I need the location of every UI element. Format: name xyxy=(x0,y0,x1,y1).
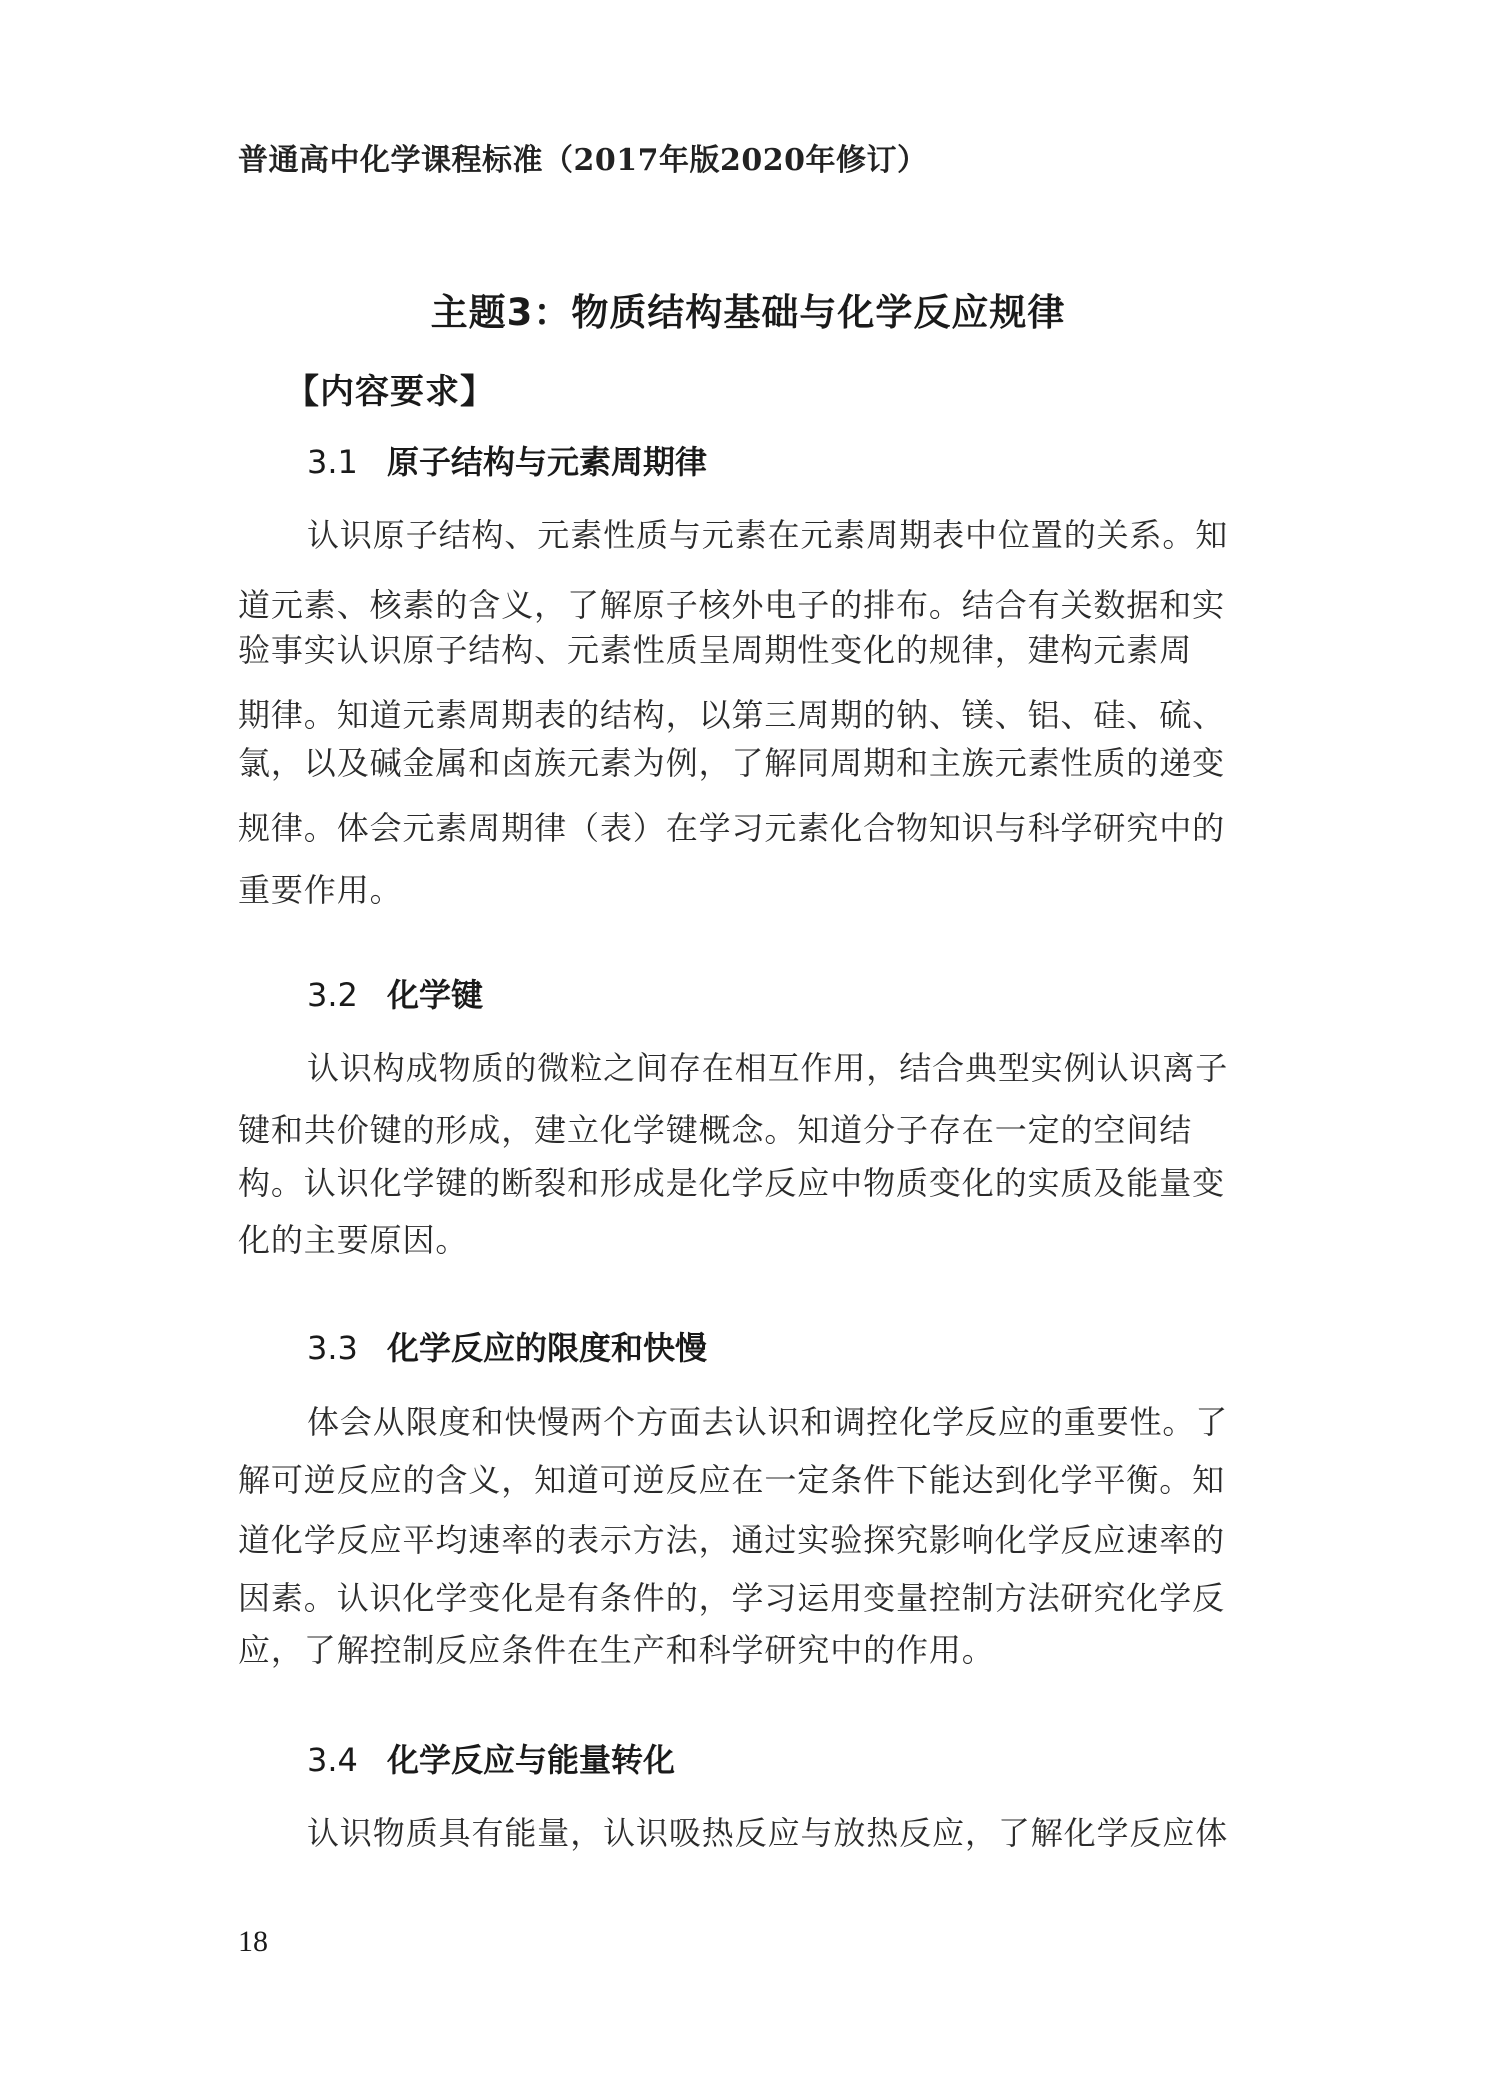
page-number: 18 xyxy=(238,1925,268,1958)
section-heading-3-3 xyxy=(307,1323,707,1369)
section-title: 化学键 xyxy=(387,976,484,1014)
paragraph-line: 化的主要原因。 xyxy=(238,1221,469,1259)
paragraph-line: 因素。认识化学变化是有条件的，学习运用变量控制方法研究化学反 xyxy=(238,1579,1226,1617)
paragraph-line: 认识构成物质的微粒之间存在相互作用，结合典型实例认识离子 xyxy=(307,1049,1229,1087)
section-heading-3-4 xyxy=(307,1735,675,1781)
content-requirements-label: 【内容要求】 xyxy=(285,372,495,412)
paragraph-line: 认识原子结构、元素性质与元素在元素周期表中位置的关系。知 xyxy=(307,516,1229,554)
section-title: 化学反应的限度和快慢 xyxy=(387,1329,708,1367)
paragraph-line: 重要作用。 xyxy=(238,871,403,909)
section-number: 3.4 xyxy=(307,1741,358,1779)
paragraph-line: 键和共价键的形成，建立化学键概念。知道分子存在一定的空间结 xyxy=(238,1111,1193,1149)
paragraph-line: 构。认识化学键的断裂和形成是化学反应中物质变化的实质及能量变 xyxy=(238,1164,1226,1202)
paragraph-line: 道元素、核素的含义，了解原子核外电子的排布。结合有关数据和实 xyxy=(238,586,1226,624)
running-header: 普通高中化学课程标准（2017年版2020年修订） xyxy=(238,143,928,178)
section-number: 3.1 xyxy=(307,443,358,481)
section-number: 3.3 xyxy=(307,1329,358,1367)
paragraph-line: 期律。知道元素周期表的结构，以第三周期的钠、镁、铝、硅、硫、 xyxy=(238,696,1226,734)
paragraph-line: 体会从限度和快慢两个方面去认识和调控化学反应的重要性。了 xyxy=(307,1403,1229,1441)
section-title: 化学反应与能量转化 xyxy=(387,1741,676,1779)
paragraph-line: 验事实认识原子结构、元素性质呈周期性变化的规律，建构元素周 xyxy=(238,631,1193,669)
section-heading-3-2 xyxy=(307,970,483,1016)
paragraph-line: 解可逆反应的含义，知道可逆反应在一定条件下能达到化学平衡。知 xyxy=(238,1461,1226,1499)
paragraph-line: 应，了解控制反应条件在生产和科学研究中的作用。 xyxy=(238,1631,995,1669)
paragraph-line: 认识物质具有能量，认识吸热反应与放热反应，了解化学反应体 xyxy=(307,1814,1229,1852)
topic-title: 主题3：物质结构基础与化学反应规律 xyxy=(430,291,1066,334)
section-number: 3.2 xyxy=(307,976,358,1014)
paragraph-line: 规律。体会元素周期律（表）在学习元素化合物知识与科学研究中的 xyxy=(238,809,1226,847)
paragraph-line: 氯，以及碱金属和卤族元素为例，了解同周期和主族元素性质的递变 xyxy=(238,744,1226,782)
section-heading-3-1 xyxy=(307,437,707,483)
paragraph-line: 道化学反应平均速率的表示方法，通过实验探究影响化学反应速率的 xyxy=(238,1521,1226,1559)
section-title: 原子结构与元素周期律 xyxy=(387,443,708,481)
